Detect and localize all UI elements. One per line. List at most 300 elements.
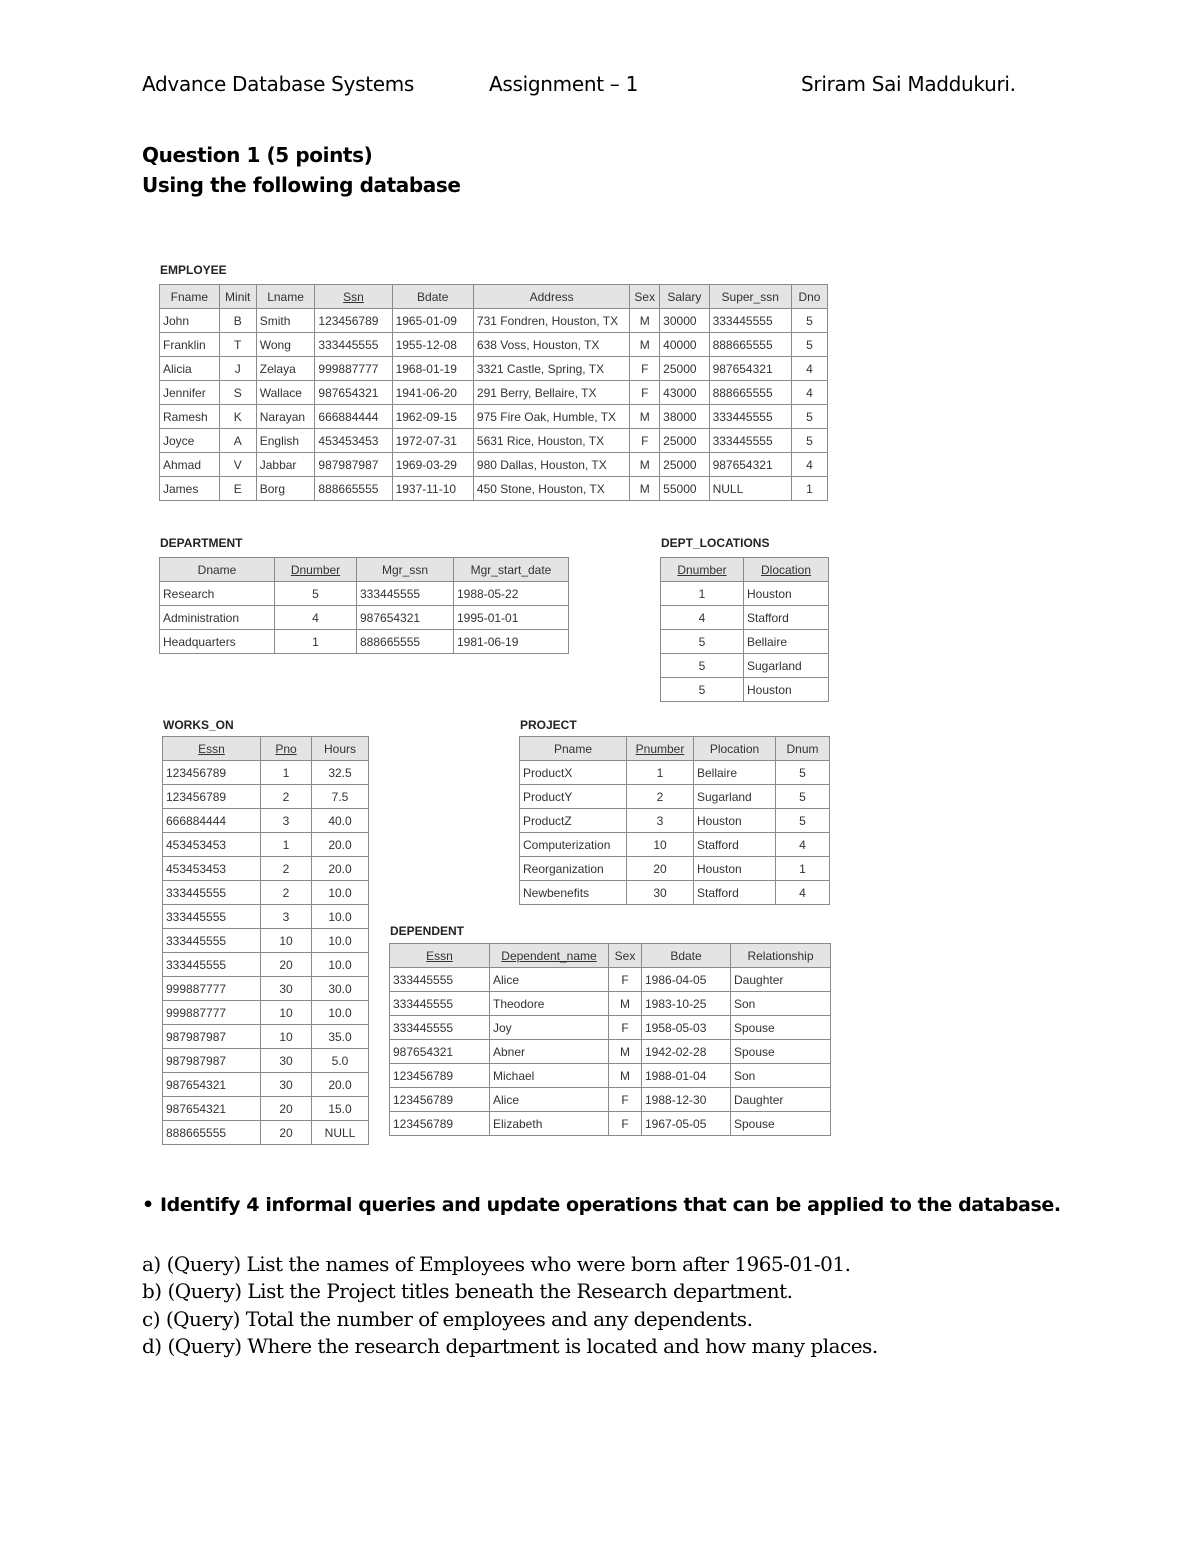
table-cell: Houston [744,678,829,702]
table-cell: Daughter [731,968,831,992]
table-cell: 5 [661,630,744,654]
table-cell: 1937-11-10 [392,477,473,501]
employee-table [159,284,828,501]
table-cell: 5 [661,654,744,678]
table-cell: 20 [261,1097,312,1121]
table-cell: 10.0 [312,953,369,977]
table-row [163,905,369,929]
table-cell: Michael [490,1064,609,1088]
dependent-table [389,943,831,1136]
table-cell: 1 [627,761,694,785]
table-row [390,992,831,1016]
table-row [520,881,830,905]
table-cell: E [219,477,256,501]
table-cell: 987654321 [315,381,392,405]
table-cell: 20 [261,1121,312,1145]
table-cell: 4 [776,833,830,857]
table-cell: 15.0 [312,1097,369,1121]
table-cell: Headquarters [160,630,275,654]
table-cell: Jabbar [256,453,315,477]
table-cell: 4 [776,881,830,905]
table-cell: ProductX [520,761,627,785]
table-row [163,1073,369,1097]
table-header-row [661,558,829,582]
table-cell: 333445555 [709,429,791,453]
table-cell: 333445555 [163,929,261,953]
table-cell: ProductZ [520,809,627,833]
table-cell: 291 Berry, Bellaire, TX [473,381,629,405]
column-header: Dnum [776,737,830,761]
table-cell: Stafford [744,606,829,630]
table-cell: 4 [791,381,827,405]
table-cell: 7.5 [312,785,369,809]
table-cell: Franklin [160,333,220,357]
table-cell: 35.0 [312,1025,369,1049]
table-cell: M [630,405,660,429]
table-cell: 2 [261,881,312,905]
table-cell: 123456789 [315,309,392,333]
table-cell: 5.0 [312,1049,369,1073]
table-cell: 5 [791,333,827,357]
table-cell: 4 [791,357,827,381]
table-cell: 987987987 [163,1025,261,1049]
table-cell: Theodore [490,992,609,1016]
table-cell: 987654321 [709,453,791,477]
department-table [159,557,569,654]
table-cell: 333445555 [163,905,261,929]
table-cell: 5 [791,309,827,333]
table-cell: F [609,1088,642,1112]
table-cell: 333445555 [357,582,454,606]
table-cell: 5 [791,405,827,429]
table-cell: 333445555 [163,953,261,977]
table-row [160,453,828,477]
table-cell: 333445555 [315,333,392,357]
column-header: Ssn [315,285,392,309]
table-cell: M [630,477,660,501]
table-cell: 1 [261,833,312,857]
table-row [163,761,369,785]
column-header: Pno [261,737,312,761]
task-instruction: • Identify 4 informal queries and update operations that can be applied to the database. [142,1194,1061,1216]
table-cell: 10.0 [312,905,369,929]
table-cell: 20.0 [312,1073,369,1097]
table-cell: Computerization [520,833,627,857]
table-cell: 453453453 [163,833,261,857]
table-cell: Bellaire [744,630,829,654]
table-row [163,785,369,809]
table-cell: 10.0 [312,929,369,953]
dept-locations-table [660,557,829,702]
table-cell: NULL [312,1121,369,1145]
table-cell: 123456789 [390,1088,490,1112]
table-cell: 453453453 [315,429,392,453]
table-cell: 888665555 [709,333,791,357]
table-row [163,1097,369,1121]
table-cell: 5 [776,785,830,809]
column-header: Dnumber [275,558,357,582]
table-cell: Research [160,582,275,606]
table-cell: 123456789 [163,761,261,785]
table-cell: 1 [791,477,827,501]
table-row [160,357,828,381]
table-cell: F [609,1016,642,1040]
table-cell: 1942-02-28 [642,1040,731,1064]
table-cell: Newbenefits [520,881,627,905]
column-header: Mgr_start_date [454,558,569,582]
table-row [520,857,830,881]
table-cell: James [160,477,220,501]
table-cell: 2 [627,785,694,809]
table-cell: Stafford [694,833,776,857]
table-cell: 5 [661,678,744,702]
table-row [163,1001,369,1025]
column-header: Essn [163,737,261,761]
table-cell: 1972-07-31 [392,429,473,453]
column-header: Relationship [731,944,831,968]
table-cell: Bellaire [694,761,776,785]
table-row [520,809,830,833]
table-cell: Houston [694,809,776,833]
table-row [661,654,829,678]
column-header: Sex [630,285,660,309]
table-cell: M [630,333,660,357]
table-row [163,833,369,857]
table-cell: 20 [627,857,694,881]
assignment-title: Assignment – 1 [489,72,638,96]
table-cell: Joy [490,1016,609,1040]
table-row [390,1016,831,1040]
column-header: Salary [660,285,709,309]
table-cell: 1969-03-29 [392,453,473,477]
project-table-name: PROJECT [520,718,577,732]
author-name: Sriram Sai Maddukuri. [801,72,1016,96]
table-cell: 123456789 [390,1112,490,1136]
table-cell: 3 [261,905,312,929]
column-header: Hours [312,737,369,761]
table-row [390,968,831,992]
answer-d: d) (Query) Where the research department is located and how many places. [142,1334,878,1358]
table-cell: F [630,357,660,381]
table-cell: 638 Voss, Houston, TX [473,333,629,357]
employee-table-name: EMPLOYEE [160,263,227,277]
project-table [519,736,830,905]
table-row [160,381,828,405]
table-cell: Joyce [160,429,220,453]
table-cell: 1 [275,630,357,654]
table-header-row [160,285,828,309]
table-cell: 987654321 [357,606,454,630]
table-cell: 20.0 [312,833,369,857]
table-cell: 1983-10-25 [642,992,731,1016]
table-cell: M [630,309,660,333]
table-cell: 30 [627,881,694,905]
table-cell: J [219,357,256,381]
table-cell: 10 [261,1025,312,1049]
table-row [160,630,569,654]
table-cell: 987987987 [315,453,392,477]
table-cell: 1 [661,582,744,606]
table-cell: Alice [490,968,609,992]
table-row [163,857,369,881]
table-cell: B [219,309,256,333]
table-cell: 20.0 [312,857,369,881]
table-cell: 1988-12-30 [642,1088,731,1112]
column-header: Dependent_name [490,944,609,968]
table-cell: 4 [275,606,357,630]
table-cell: 25000 [660,357,709,381]
answer-b: b) (Query) List the Project titles beneath the Research department. [142,1279,793,1303]
table-cell: 5 [776,761,830,785]
column-header: Sex [609,944,642,968]
table-cell: Ahmad [160,453,220,477]
table-cell: 25000 [660,453,709,477]
table-cell: 55000 [660,477,709,501]
table-cell: 987654321 [390,1040,490,1064]
column-header: Minit [219,285,256,309]
table-row [520,761,830,785]
table-cell: Narayan [256,405,315,429]
table-cell: Alice [490,1088,609,1112]
column-header: Fname [160,285,220,309]
table-cell: Son [731,1064,831,1088]
question-subtitle: Using the following database [142,173,461,197]
table-cell: 20 [261,953,312,977]
dependent-table-name: DEPENDENT [390,924,465,938]
column-header: Mgr_ssn [357,558,454,582]
table-cell: John [160,309,220,333]
table-cell: 40.0 [312,809,369,833]
table-cell: 1941-06-20 [392,381,473,405]
table-row [160,606,569,630]
table-cell: Alicia [160,357,220,381]
table-cell: 987654321 [163,1073,261,1097]
table-cell: S [219,381,256,405]
table-cell: M [609,1040,642,1064]
table-cell: 30 [261,1073,312,1097]
dept-locations-table-name: DEPT_LOCATIONS [661,536,770,550]
table-row [661,630,829,654]
table-cell: 731 Fondren, Houston, TX [473,309,629,333]
table-cell: Houston [744,582,829,606]
table-cell: 1958-05-03 [642,1016,731,1040]
table-cell: 3321 Castle, Spring, TX [473,357,629,381]
table-cell: 1 [261,761,312,785]
table-cell: Spouse [731,1016,831,1040]
table-cell: 10 [627,833,694,857]
table-cell: T [219,333,256,357]
answer-a: a) (Query) List the names of Employees who were born after 1965-01-01. [142,1252,851,1276]
table-row [160,405,828,429]
table-cell: 30 [261,977,312,1001]
table-cell: 333445555 [709,309,791,333]
table-cell: Zelaya [256,357,315,381]
table-cell: M [609,1064,642,1088]
table-cell: Administration [160,606,275,630]
table-row [160,333,828,357]
table-cell: English [256,429,315,453]
column-header: Essn [390,944,490,968]
table-cell: 333445555 [390,968,490,992]
table-header-row [163,737,369,761]
table-header-row [160,558,569,582]
table-row [163,881,369,905]
table-cell: 453453453 [163,857,261,881]
table-cell: 123456789 [390,1064,490,1088]
table-cell: 888665555 [709,381,791,405]
table-cell: 450 Stone, Houston, TX [473,477,629,501]
works-on-table-name: WORKS_ON [163,718,234,732]
table-cell: 43000 [660,381,709,405]
table-cell: 1986-04-05 [642,968,731,992]
table-cell: 10 [261,929,312,953]
table-cell: Sugarland [744,654,829,678]
table-cell: Spouse [731,1112,831,1136]
course-title: Advance Database Systems [142,72,415,96]
table-cell: 1 [776,857,830,881]
column-header: Pname [520,737,627,761]
table-cell: F [609,968,642,992]
table-cell: 987987987 [163,1049,261,1073]
table-row [163,1049,369,1073]
table-header-row [520,737,830,761]
table-row [163,1121,369,1145]
table-cell: 1988-05-22 [454,582,569,606]
table-row [163,929,369,953]
table-cell: 1988-01-04 [642,1064,731,1088]
table-cell: K [219,405,256,429]
table-row [390,1040,831,1064]
column-header: Plocation [694,737,776,761]
table-row [160,477,828,501]
table-row [160,309,828,333]
table-cell: 999887777 [163,1001,261,1025]
table-cell: Spouse [731,1040,831,1064]
column-header: Dname [160,558,275,582]
table-cell: 5 [275,582,357,606]
table-cell: 333445555 [163,881,261,905]
table-cell: 5631 Rice, Houston, TX [473,429,629,453]
table-cell: 10.0 [312,881,369,905]
table-cell: V [219,453,256,477]
table-row [390,1112,831,1136]
table-row [661,678,829,702]
table-row [160,429,828,453]
table-cell: 1955-12-08 [392,333,473,357]
table-row [163,1025,369,1049]
table-cell: 2 [261,857,312,881]
table-cell: Daughter [731,1088,831,1112]
table-cell: Reorganization [520,857,627,881]
column-header: Dnumber [661,558,744,582]
table-header-row [390,944,831,968]
table-cell: 333445555 [390,992,490,1016]
table-row [661,582,829,606]
table-cell: 888665555 [163,1121,261,1145]
table-cell: 975 Fire Oak, Humble, TX [473,405,629,429]
table-cell: 1965-01-09 [392,309,473,333]
table-cell: 987654321 [163,1097,261,1121]
table-cell: Jennifer [160,381,220,405]
department-table-name: DEPARTMENT [160,536,243,550]
table-cell: 25000 [660,429,709,453]
table-cell: ProductY [520,785,627,809]
table-cell: Houston [694,857,776,881]
table-cell: 30.0 [312,977,369,1001]
column-header: Pnumber [627,737,694,761]
column-header: Lname [256,285,315,309]
table-row [390,1088,831,1112]
table-cell: 1995-01-01 [454,606,569,630]
table-cell: Stafford [694,881,776,905]
table-row [163,953,369,977]
table-row [163,809,369,833]
table-cell: 999887777 [163,977,261,1001]
table-cell: Wong [256,333,315,357]
table-cell: 4 [791,453,827,477]
table-cell: 3 [627,809,694,833]
works-on-table [162,736,369,1145]
table-cell: F [609,1112,642,1136]
column-header: Bdate [642,944,731,968]
table-cell: 666884444 [315,405,392,429]
question-title: Question 1 (5 points) [142,143,373,167]
table-cell: A [219,429,256,453]
table-cell: 987654321 [709,357,791,381]
table-cell: M [609,992,642,1016]
table-cell: Sugarland [694,785,776,809]
table-cell: F [630,381,660,405]
column-header: Address [473,285,629,309]
table-row [661,606,829,630]
table-cell: 30000 [660,309,709,333]
table-row [520,785,830,809]
table-cell: 1962-09-15 [392,405,473,429]
table-row [390,1064,831,1088]
table-cell: 32.5 [312,761,369,785]
table-cell: 888665555 [315,477,392,501]
table-cell: Wallace [256,381,315,405]
table-cell: 123456789 [163,785,261,809]
table-row [160,582,569,606]
table-row [520,833,830,857]
table-cell: Smith [256,309,315,333]
table-cell: M [630,453,660,477]
table-cell: Son [731,992,831,1016]
table-cell: Elizabeth [490,1112,609,1136]
column-header: Bdate [392,285,473,309]
table-cell: 999887777 [315,357,392,381]
table-cell: 10.0 [312,1001,369,1025]
table-cell: 1981-06-19 [454,630,569,654]
table-row [163,977,369,1001]
table-cell: 333445555 [709,405,791,429]
table-cell: 5 [776,809,830,833]
table-cell: 4 [661,606,744,630]
column-header: Super_ssn [709,285,791,309]
table-cell: 5 [791,429,827,453]
table-cell: 3 [261,809,312,833]
table-cell: 38000 [660,405,709,429]
answer-c: c) (Query) Total the number of employees and any dependents. [142,1307,753,1331]
table-cell: 10 [261,1001,312,1025]
table-cell: 980 Dallas, Houston, TX [473,453,629,477]
table-cell: 333445555 [390,1016,490,1040]
table-cell: 888665555 [357,630,454,654]
table-cell: NULL [709,477,791,501]
table-cell: Abner [490,1040,609,1064]
table-cell: 30 [261,1049,312,1073]
